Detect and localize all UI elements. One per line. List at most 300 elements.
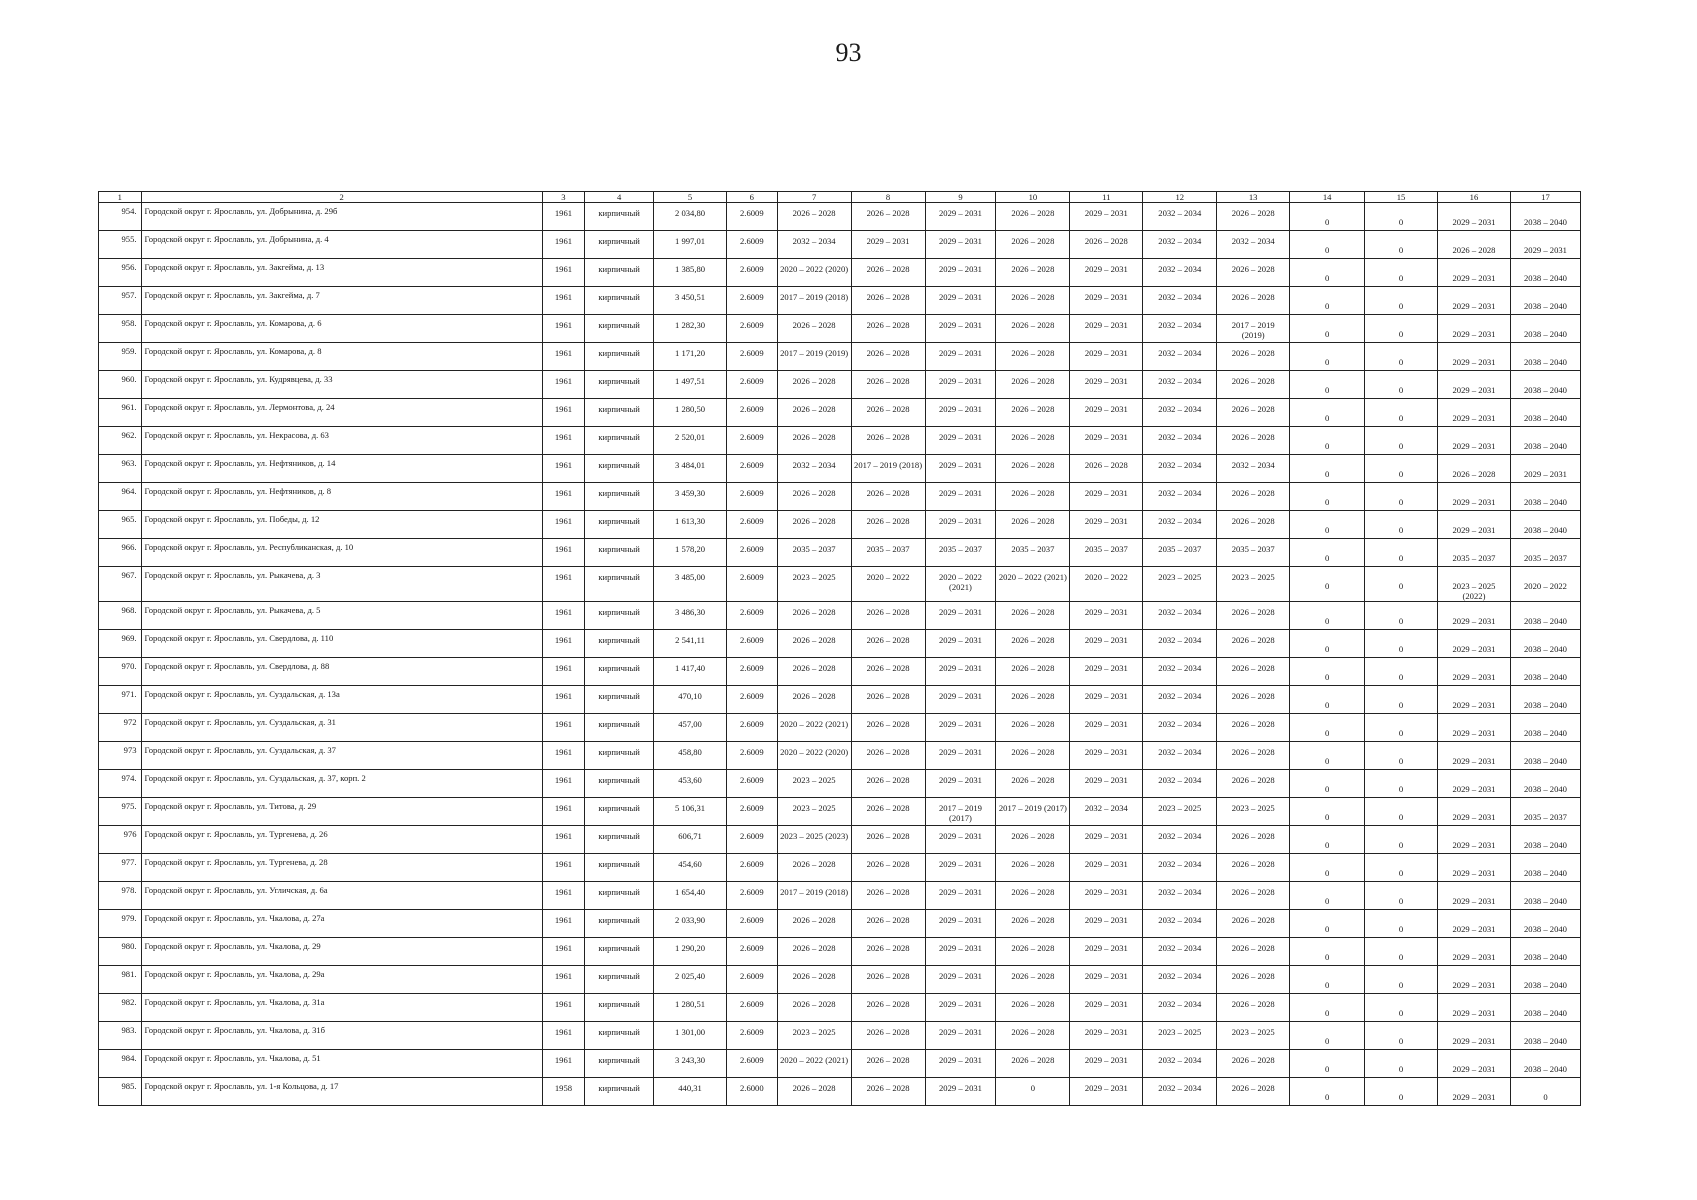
cell-col-5: 3 459,30	[654, 483, 727, 511]
cell-col-13: 2026 – 2028	[1217, 686, 1290, 714]
cell-col-14: 0	[1290, 770, 1365, 798]
cell-col-14: 0	[1290, 630, 1365, 658]
cell-col-10: 2026 – 2028	[996, 602, 1070, 630]
cell-col-2: Городской округ г. Ярославль, ул. Закгейма, д. 7	[141, 287, 542, 315]
cell-col-13: 2026 – 2028	[1217, 882, 1290, 910]
cell-col-5: 453,60	[654, 770, 727, 798]
cell-col-4: кирпичный	[585, 798, 654, 826]
cell-col-4: кирпичный	[585, 1050, 654, 1078]
cell-col-1: 954.	[99, 203, 142, 231]
cell-col-12: 2032 – 2034	[1143, 686, 1217, 714]
cell-col-3: 1961	[542, 1050, 585, 1078]
table-row	[99, 1022, 1581, 1050]
cell-col-8: 2026 – 2028	[851, 966, 925, 994]
cell-col-3: 1961	[542, 427, 585, 455]
cell-col-4: кирпичный	[585, 658, 654, 686]
cell-col-11: 2029 – 2031	[1070, 714, 1143, 742]
cell-col-2: Городской округ г. Ярославль, ул. Нефтяников, д. 14	[141, 455, 542, 483]
cell-col-8: 2026 – 2028	[851, 910, 925, 938]
cell-col-17: 2038 – 2040	[1510, 826, 1580, 854]
cell-col-10: 2017 – 2019 (2017)	[996, 798, 1070, 826]
cell-col-6: 2.6009	[727, 371, 778, 399]
table-row	[99, 658, 1581, 686]
table-row	[99, 826, 1581, 854]
cell-col-17: 2038 – 2040	[1510, 427, 1580, 455]
cell-col-7: 2026 – 2028	[777, 602, 851, 630]
cell-col-4: кирпичный	[585, 994, 654, 1022]
cell-col-1: 972	[99, 714, 142, 742]
cell-col-1: 957.	[99, 287, 142, 315]
cell-col-11: 2029 – 2031	[1070, 315, 1143, 343]
cell-col-4: кирпичный	[585, 882, 654, 910]
table-row	[99, 371, 1581, 399]
cell-col-3: 1958	[542, 1078, 585, 1106]
cell-col-4: кирпичный	[585, 770, 654, 798]
cell-col-7: 2026 – 2028	[777, 910, 851, 938]
cell-col-17: 2038 – 2040	[1510, 714, 1580, 742]
table-row	[99, 231, 1581, 259]
cell-col-6: 2.6009	[727, 938, 778, 966]
cell-col-12: 2032 – 2034	[1143, 966, 1217, 994]
cell-col-10: 2026 – 2028	[996, 658, 1070, 686]
cell-col-12: 2032 – 2034	[1143, 770, 1217, 798]
cell-col-3: 1961	[542, 910, 585, 938]
cell-col-3: 1961	[542, 399, 585, 427]
table-row	[99, 770, 1581, 798]
cell-col-14: 0	[1290, 1022, 1365, 1050]
cell-col-17: 2038 – 2040	[1510, 1022, 1580, 1050]
cell-col-7: 2023 – 2025	[777, 567, 851, 602]
cell-col-7: 2023 – 2025 (2023)	[777, 826, 851, 854]
cell-col-3: 1961	[542, 203, 585, 231]
cell-col-8: 2026 – 2028	[851, 511, 925, 539]
cell-col-2: Городской округ г. Ярославль, ул. 1-я Кольцова, д. 17	[141, 1078, 542, 1106]
cell-col-5: 457,00	[654, 714, 727, 742]
cell-col-15: 0	[1365, 455, 1438, 483]
cell-col-9: 2029 – 2031	[925, 966, 996, 994]
cell-col-15: 0	[1365, 203, 1438, 231]
cell-col-14: 0	[1290, 231, 1365, 259]
column-header-4: 4	[585, 192, 654, 203]
table-row	[99, 798, 1581, 826]
cell-col-11: 2029 – 2031	[1070, 259, 1143, 287]
cell-col-7: 2023 – 2025	[777, 770, 851, 798]
cell-col-16: 2029 – 2031	[1438, 287, 1511, 315]
cell-col-1: 982.	[99, 994, 142, 1022]
cell-col-13: 2023 – 2025	[1217, 1022, 1290, 1050]
cell-col-10: 2026 – 2028	[996, 315, 1070, 343]
cell-col-7: 2020 – 2022 (2021)	[777, 1050, 851, 1078]
cell-col-9: 2029 – 2031	[925, 826, 996, 854]
cell-col-9: 2029 – 2031	[925, 287, 996, 315]
cell-col-15: 0	[1365, 511, 1438, 539]
cell-col-9: 2029 – 2031	[925, 455, 996, 483]
cell-col-15: 0	[1365, 938, 1438, 966]
cell-col-2: Городской округ г. Ярославль, ул. Суздальская, д. 37	[141, 742, 542, 770]
cell-col-8: 2026 – 2028	[851, 770, 925, 798]
cell-col-9: 2029 – 2031	[925, 658, 996, 686]
cell-col-7: 2026 – 2028	[777, 686, 851, 714]
cell-col-2: Городской округ г. Ярославль, ул. Рыкачева, д. 5	[141, 602, 542, 630]
cell-col-11: 2029 – 2031	[1070, 938, 1143, 966]
cell-col-15: 0	[1365, 231, 1438, 259]
cell-col-14: 0	[1290, 259, 1365, 287]
cell-col-15: 0	[1365, 1050, 1438, 1078]
cell-col-2: Городской округ г. Ярославль, ул. Свердлова, д. 88	[141, 658, 542, 686]
cell-col-8: 2029 – 2031	[851, 231, 925, 259]
table-row	[99, 882, 1581, 910]
cell-col-7: 2020 – 2022 (2021)	[777, 714, 851, 742]
cell-col-5: 606,71	[654, 826, 727, 854]
cell-col-13: 2032 – 2034	[1217, 455, 1290, 483]
cell-col-10: 2026 – 2028	[996, 287, 1070, 315]
table-row	[99, 630, 1581, 658]
cell-col-9: 2029 – 2031	[925, 483, 996, 511]
cell-col-17: 2038 – 2040	[1510, 602, 1580, 630]
cell-col-5: 1 578,20	[654, 539, 727, 567]
cell-col-10: 2026 – 2028	[996, 826, 1070, 854]
cell-col-3: 1961	[542, 539, 585, 567]
cell-col-16: 2029 – 2031	[1438, 203, 1511, 231]
column-header-3: 3	[542, 192, 585, 203]
cell-col-7: 2026 – 2028	[777, 315, 851, 343]
cell-col-11: 2026 – 2028	[1070, 231, 1143, 259]
cell-col-13: 2026 – 2028	[1217, 203, 1290, 231]
cell-col-5: 1 997,01	[654, 231, 727, 259]
cell-col-12: 2032 – 2034	[1143, 910, 1217, 938]
cell-col-13: 2026 – 2028	[1217, 427, 1290, 455]
cell-col-16: 2026 – 2028	[1438, 231, 1511, 259]
cell-col-14: 0	[1290, 203, 1365, 231]
cell-col-8: 2026 – 2028	[851, 315, 925, 343]
cell-col-16: 2029 – 2031	[1438, 630, 1511, 658]
cell-col-16: 2029 – 2031	[1438, 826, 1511, 854]
cell-col-12: 2032 – 2034	[1143, 1078, 1217, 1106]
table-row	[99, 714, 1581, 742]
cell-col-17: 2038 – 2040	[1510, 854, 1580, 882]
cell-col-4: кирпичный	[585, 455, 654, 483]
cell-col-15: 0	[1365, 483, 1438, 511]
cell-col-1: 968.	[99, 602, 142, 630]
cell-col-14: 0	[1290, 742, 1365, 770]
cell-col-2: Городской округ г. Ярославль, ул. Закгейма, д. 13	[141, 259, 542, 287]
cell-col-17: 2038 – 2040	[1510, 910, 1580, 938]
cell-col-13: 2032 – 2034	[1217, 231, 1290, 259]
cell-col-10: 2026 – 2028	[996, 231, 1070, 259]
cell-col-2: Городской округ г. Ярославль, ул. Титова, д. 29	[141, 798, 542, 826]
cell-col-8: 2026 – 2028	[851, 826, 925, 854]
cell-col-3: 1961	[542, 602, 585, 630]
page-number: 93	[835, 38, 862, 67]
cell-col-1: 967.	[99, 567, 142, 602]
cell-col-16: 2029 – 2031	[1438, 938, 1511, 966]
cell-col-13: 2023 – 2025	[1217, 798, 1290, 826]
cell-col-16: 2029 – 2031	[1438, 1078, 1511, 1106]
cell-col-3: 1961	[542, 630, 585, 658]
cell-col-8: 2026 – 2028	[851, 483, 925, 511]
cell-col-1: 984.	[99, 1050, 142, 1078]
cell-col-16: 2029 – 2031	[1438, 658, 1511, 686]
cell-col-16: 2029 – 2031	[1438, 770, 1511, 798]
cell-col-9: 2029 – 2031	[925, 1050, 996, 1078]
cell-col-12: 2032 – 2034	[1143, 826, 1217, 854]
cell-col-3: 1961	[542, 567, 585, 602]
cell-col-6: 2.6009	[727, 1050, 778, 1078]
cell-col-16: 2029 – 2031	[1438, 602, 1511, 630]
table-body	[99, 203, 1581, 1106]
cell-col-11: 2026 – 2028	[1070, 455, 1143, 483]
cell-col-4: кирпичный	[585, 630, 654, 658]
cell-col-4: кирпичный	[585, 826, 654, 854]
cell-col-14: 0	[1290, 714, 1365, 742]
cell-col-5: 2 033,90	[654, 910, 727, 938]
cell-col-4: кирпичный	[585, 511, 654, 539]
cell-col-13: 2026 – 2028	[1217, 511, 1290, 539]
cell-col-14: 0	[1290, 882, 1365, 910]
cell-col-5: 2 025,40	[654, 966, 727, 994]
table-row	[99, 399, 1581, 427]
main-table-container	[98, 191, 1581, 1106]
cell-col-16: 2023 – 2025 (2022)	[1438, 567, 1511, 602]
cell-col-6: 2.6009	[727, 686, 778, 714]
cell-col-6: 2.6009	[727, 399, 778, 427]
cell-col-10: 2026 – 2028	[996, 742, 1070, 770]
cell-col-12: 2032 – 2034	[1143, 742, 1217, 770]
cell-col-16: 2029 – 2031	[1438, 714, 1511, 742]
cell-col-11: 2029 – 2031	[1070, 686, 1143, 714]
cell-col-4: кирпичный	[585, 259, 654, 287]
cell-col-17: 2038 – 2040	[1510, 287, 1580, 315]
cell-col-4: кирпичный	[585, 399, 654, 427]
cell-col-9: 2029 – 2031	[925, 399, 996, 427]
cell-col-5: 1 301,00	[654, 1022, 727, 1050]
cell-col-7: 2026 – 2028	[777, 938, 851, 966]
cell-col-11: 2029 – 2031	[1070, 343, 1143, 371]
cell-col-17: 2038 – 2040	[1510, 371, 1580, 399]
cell-col-13: 2035 – 2037	[1217, 539, 1290, 567]
cell-col-13: 2026 – 2028	[1217, 602, 1290, 630]
cell-col-1: 961.	[99, 399, 142, 427]
column-header-16: 16	[1438, 192, 1511, 203]
cell-col-8: 2026 – 2028	[851, 1022, 925, 1050]
cell-col-1: 960.	[99, 371, 142, 399]
cell-col-8: 2026 – 2028	[851, 714, 925, 742]
cell-col-9: 2029 – 2031	[925, 770, 996, 798]
cell-col-7: 2032 – 2034	[777, 455, 851, 483]
cell-col-10: 2026 – 2028	[996, 938, 1070, 966]
cell-col-12: 2032 – 2034	[1143, 658, 1217, 686]
cell-col-15: 0	[1365, 910, 1438, 938]
cell-col-2: Городской округ г. Ярославль, ул. Суздальская, д. 37, корп. 2	[141, 770, 542, 798]
cell-col-7: 2020 – 2022 (2020)	[777, 259, 851, 287]
cell-col-9: 2029 – 2031	[925, 1078, 996, 1106]
cell-col-14: 0	[1290, 287, 1365, 315]
cell-col-7: 2023 – 2025	[777, 1022, 851, 1050]
cell-col-14: 0	[1290, 602, 1365, 630]
cell-col-12: 2032 – 2034	[1143, 259, 1217, 287]
cell-col-12: 2032 – 2034	[1143, 371, 1217, 399]
cell-col-1: 979.	[99, 910, 142, 938]
cell-col-2: Городской округ г. Ярославль, ул. Нефтяников, д. 8	[141, 483, 542, 511]
cell-col-17: 2038 – 2040	[1510, 343, 1580, 371]
cell-col-8: 2026 – 2028	[851, 1078, 925, 1106]
column-header-9: 9	[925, 192, 996, 203]
cell-col-7: 2017 – 2019 (2019)	[777, 343, 851, 371]
cell-col-13: 2026 – 2028	[1217, 714, 1290, 742]
cell-col-13: 2026 – 2028	[1217, 966, 1290, 994]
cell-col-14: 0	[1290, 1078, 1365, 1106]
cell-col-2: Городской округ г. Ярославль, ул. Чкалова, д. 27а	[141, 910, 542, 938]
cell-col-9: 2029 – 2031	[925, 511, 996, 539]
table-row	[99, 427, 1581, 455]
cell-col-4: кирпичный	[585, 602, 654, 630]
cell-col-10: 2026 – 2028	[996, 910, 1070, 938]
cell-col-16: 2029 – 2031	[1438, 259, 1511, 287]
table-row	[99, 602, 1581, 630]
cell-col-6: 2.6009	[727, 994, 778, 1022]
cell-col-8: 2026 – 2028	[851, 399, 925, 427]
cell-col-14: 0	[1290, 854, 1365, 882]
cell-col-17: 2038 – 2040	[1510, 938, 1580, 966]
cell-col-13: 2026 – 2028	[1217, 287, 1290, 315]
cell-col-2: Городской округ г. Ярославль, ул. Кудрявцева, д. 33	[141, 371, 542, 399]
column-header-13: 13	[1217, 192, 1290, 203]
cell-col-11: 2029 – 2031	[1070, 399, 1143, 427]
cell-col-4: кирпичный	[585, 371, 654, 399]
cell-col-8: 2026 – 2028	[851, 343, 925, 371]
cell-col-16: 2029 – 2031	[1438, 371, 1511, 399]
cell-col-7: 2026 – 2028	[777, 427, 851, 455]
cell-col-12: 2032 – 2034	[1143, 1050, 1217, 1078]
cell-col-1: 983.	[99, 1022, 142, 1050]
cell-col-13: 2026 – 2028	[1217, 658, 1290, 686]
cell-col-5: 3 243,30	[654, 1050, 727, 1078]
cell-col-2: Городской округ г. Ярославль, ул. Угличская, д. 6а	[141, 882, 542, 910]
cell-col-6: 2.6009	[727, 1022, 778, 1050]
cell-col-17: 2038 – 2040	[1510, 399, 1580, 427]
cell-col-1: 969.	[99, 630, 142, 658]
cell-col-11: 2029 – 2031	[1070, 511, 1143, 539]
cell-col-2: Городской округ г. Ярославль, ул. Рыкачева, д. 3	[141, 567, 542, 602]
cell-col-6: 2.6009	[727, 602, 778, 630]
cell-col-4: кирпичный	[585, 203, 654, 231]
cell-col-8: 2035 – 2037	[851, 539, 925, 567]
cell-col-1: 977.	[99, 854, 142, 882]
table-row	[99, 1078, 1581, 1106]
cell-col-13: 2026 – 2028	[1217, 826, 1290, 854]
cell-col-13: 2026 – 2028	[1217, 1078, 1290, 1106]
cell-col-14: 0	[1290, 371, 1365, 399]
cell-col-7: 2035 – 2037	[777, 539, 851, 567]
cell-col-7: 2017 – 2019 (2018)	[777, 287, 851, 315]
cell-col-1: 959.	[99, 343, 142, 371]
cell-col-5: 1 417,40	[654, 658, 727, 686]
cell-col-3: 1961	[542, 658, 585, 686]
cell-col-11: 2029 – 2031	[1070, 658, 1143, 686]
cell-col-8: 2026 – 2028	[851, 287, 925, 315]
cell-col-13: 2026 – 2028	[1217, 854, 1290, 882]
cell-col-3: 1961	[542, 511, 585, 539]
table-row	[99, 455, 1581, 483]
cell-col-16: 2029 – 2031	[1438, 1050, 1511, 1078]
cell-col-10: 2026 – 2028	[996, 686, 1070, 714]
cell-col-16: 2029 – 2031	[1438, 686, 1511, 714]
cell-col-3: 1961	[542, 854, 585, 882]
cell-col-5: 2 034,80	[654, 203, 727, 231]
cell-col-4: кирпичный	[585, 742, 654, 770]
cell-col-5: 3 450,51	[654, 287, 727, 315]
cell-col-6: 2.6009	[727, 259, 778, 287]
cell-col-13: 2026 – 2028	[1217, 371, 1290, 399]
cell-col-5: 1 280,51	[654, 994, 727, 1022]
cell-col-9: 2029 – 2031	[925, 686, 996, 714]
cell-col-7: 2026 – 2028	[777, 630, 851, 658]
cell-col-11: 2029 – 2031	[1070, 854, 1143, 882]
cell-col-11: 2032 – 2034	[1070, 798, 1143, 826]
cell-col-8: 2026 – 2028	[851, 630, 925, 658]
cell-col-5: 1 171,20	[654, 343, 727, 371]
cell-col-2: Городской округ г. Ярославль, ул. Чкалова, д. 29	[141, 938, 542, 966]
cell-col-7: 2026 – 2028	[777, 966, 851, 994]
cell-col-1: 974.	[99, 770, 142, 798]
cell-col-17: 0	[1510, 1078, 1580, 1106]
cell-col-1: 964.	[99, 483, 142, 511]
cell-col-13: 2023 – 2025	[1217, 567, 1290, 602]
cell-col-15: 0	[1365, 994, 1438, 1022]
cell-col-5: 1 385,80	[654, 259, 727, 287]
cell-col-1: 980.	[99, 938, 142, 966]
cell-col-13: 2026 – 2028	[1217, 994, 1290, 1022]
cell-col-9: 2017 – 2019 (2017)	[925, 798, 996, 826]
cell-col-10: 2026 – 2028	[996, 371, 1070, 399]
cell-col-15: 0	[1365, 966, 1438, 994]
cell-col-8: 2026 – 2028	[851, 602, 925, 630]
cell-col-3: 1961	[542, 686, 585, 714]
cell-col-14: 0	[1290, 427, 1365, 455]
cell-col-9: 2029 – 2031	[925, 371, 996, 399]
cell-col-9: 2029 – 2031	[925, 315, 996, 343]
cell-col-4: кирпичный	[585, 910, 654, 938]
cell-col-7: 2026 – 2028	[777, 511, 851, 539]
cell-col-6: 2.6009	[727, 658, 778, 686]
cell-col-16: 2029 – 2031	[1438, 483, 1511, 511]
table-row	[99, 567, 1581, 602]
cell-col-10: 2026 – 2028	[996, 511, 1070, 539]
cell-col-6: 2.6009	[727, 343, 778, 371]
cell-col-15: 0	[1365, 427, 1438, 455]
column-header-5: 5	[654, 192, 727, 203]
cell-col-5: 454,60	[654, 854, 727, 882]
cell-col-3: 1961	[542, 770, 585, 798]
cell-col-8: 2026 – 2028	[851, 854, 925, 882]
cell-col-15: 0	[1365, 343, 1438, 371]
cell-col-10: 2026 – 2028	[996, 399, 1070, 427]
cell-col-9: 2029 – 2031	[925, 602, 996, 630]
table-row	[99, 938, 1581, 966]
cell-col-15: 0	[1365, 602, 1438, 630]
cell-col-17: 2038 – 2040	[1510, 1050, 1580, 1078]
cell-col-9: 2020 – 2022 (2021)	[925, 567, 996, 602]
cell-col-16: 2029 – 2031	[1438, 427, 1511, 455]
cell-col-8: 2020 – 2022	[851, 567, 925, 602]
table-row	[99, 910, 1581, 938]
cell-col-5: 3 485,00	[654, 567, 727, 602]
cell-col-12: 2032 – 2034	[1143, 854, 1217, 882]
cell-col-17: 2038 – 2040	[1510, 966, 1580, 994]
column-header-2: 2	[141, 192, 542, 203]
cell-col-11: 2029 – 2031	[1070, 602, 1143, 630]
column-header-1: 1	[99, 192, 142, 203]
